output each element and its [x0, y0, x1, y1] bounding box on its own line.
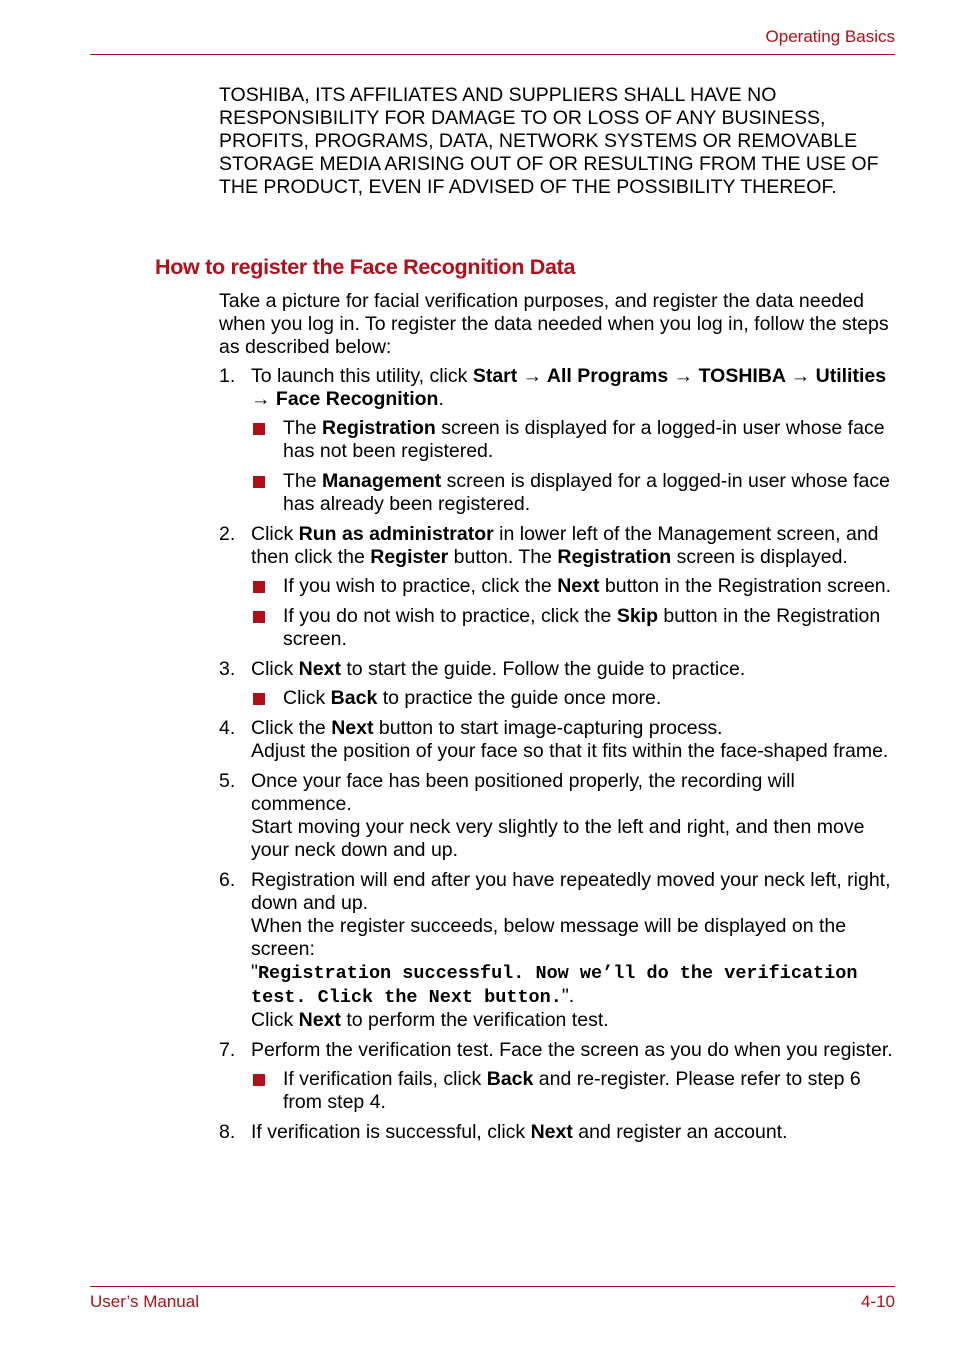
step-text-continued: Adjust the position of your face so that it fits within the face-shaped frame.: [251, 740, 889, 762]
step-text: Once your face has been positioned properly, the recording will commence.: [251, 770, 795, 815]
bullet-item: If you wish to practice, click the Next button in the Registration screen.: [251, 575, 895, 598]
step-bullets: [251, 575, 895, 651]
section-heading: How to register the Face Recognition Data: [155, 255, 576, 279]
disclaimer-block: [219, 84, 895, 199]
step-bullets: [251, 687, 895, 710]
section-body: [219, 290, 895, 1151]
header-rule: [90, 54, 895, 55]
step-text: To launch this utility, click Start → All Programs → TOSHIBA → Utilities → Face Recognition.: [251, 365, 887, 410]
square-bullet-icon: [253, 476, 265, 488]
footer-manual-title: User’s Manual: [90, 1292, 199, 1311]
bullet-item: If you do not wish to practice, click the Skip button in the Registration screen.: [251, 605, 895, 651]
step-number: 5.: [219, 770, 236, 792]
steps-list: [219, 365, 895, 1144]
step-text: If verification is successful, click Next and register an account.: [251, 1121, 788, 1143]
step-text: Registration will end after you have repeatedly moved your neck left, right, down and up.: [251, 869, 891, 914]
bullet-item: If verification fails, click Back and re-register. Please refer to step 6 from step 4.: [251, 1068, 895, 1114]
step-text-continued: When the register succeeds, below message will be displayed on the screen:: [251, 915, 847, 960]
step-number: 1.: [219, 365, 236, 387]
success-message: "Registration successful. Now we’ll do the verification test. Click the Next button.".: [251, 961, 858, 1008]
step-item: [219, 770, 895, 862]
step-number: 3.: [219, 658, 236, 680]
disclaimer-text: TOSHIBA, ITS AFFILIATES AND SUPPLIERS SHALL HAVE NO RESPONSIBILITY FOR DAMAGE TO OR LOSS OF ANY BUSINESS, PROFITS, PROGRAMS, DATA, NETWORK SYSTEMS OR REMOVABLE STORAGE MEDIA ARISING OUT OF OR RESULTING FROM THE USE OF THE PRODUCT, EVEN IF ADVISED OF THE POSSIBILITY THEREOF.: [219, 84, 879, 198]
step-item: [219, 658, 895, 710]
bullet-item: The Registration screen is displayed for a logged-in user whose face has not been registered.: [251, 417, 895, 463]
step-bullets: [251, 417, 895, 516]
section-intro: Take a picture for facial verification purposes, and register the data needed when you log in. To register the data needed when you log in, follow the steps as described below:: [219, 290, 889, 358]
bullet-item: Click Back to practice the guide once more.: [251, 687, 895, 710]
bullet-item: The Management screen is displayed for a logged-in user whose face has already been registered.: [251, 470, 895, 516]
step-item: [219, 523, 895, 651]
step-item: [219, 1121, 895, 1144]
step-text: Click Run as administrator in lower left of the Management screen, and then click the Register button. The Registration screen is displayed.: [251, 523, 879, 568]
step-item: [219, 1039, 895, 1114]
square-bullet-icon: [253, 611, 265, 623]
step-item: [219, 869, 895, 1032]
square-bullet-icon: [253, 423, 265, 435]
step-number: 2.: [219, 523, 236, 545]
step-number: 7.: [219, 1039, 236, 1061]
step-item: [219, 717, 895, 763]
step-text: Perform the verification test. Face the screen as you do when you register.: [251, 1039, 893, 1061]
step-number: 8.: [219, 1121, 236, 1143]
step-number: 6.: [219, 869, 236, 891]
step-text: Click Next to start the guide. Follow the guide to practice.: [251, 658, 746, 680]
step-text: Click the Next button to start image-capturing process.: [251, 717, 723, 739]
step-bullets: [251, 1068, 895, 1114]
step-text-continued: Start moving your neck very slightly to the left and right, and then move your neck down and up.: [251, 816, 865, 861]
step-item: [219, 365, 895, 516]
step-number: 4.: [219, 717, 236, 739]
footer-page-number: 4-10: [860, 1292, 895, 1311]
square-bullet-icon: [253, 581, 265, 593]
square-bullet-icon: [253, 1074, 265, 1086]
footer-rule: [90, 1286, 895, 1287]
square-bullet-icon: [253, 693, 265, 705]
step-text-final: Click Next to perform the verification test.: [251, 1009, 609, 1031]
header-section-title: Operating Basics: [765, 27, 895, 46]
success-message-text: Registration successful. Now we’ll do the verification test. Click the Next button.: [251, 963, 858, 1008]
